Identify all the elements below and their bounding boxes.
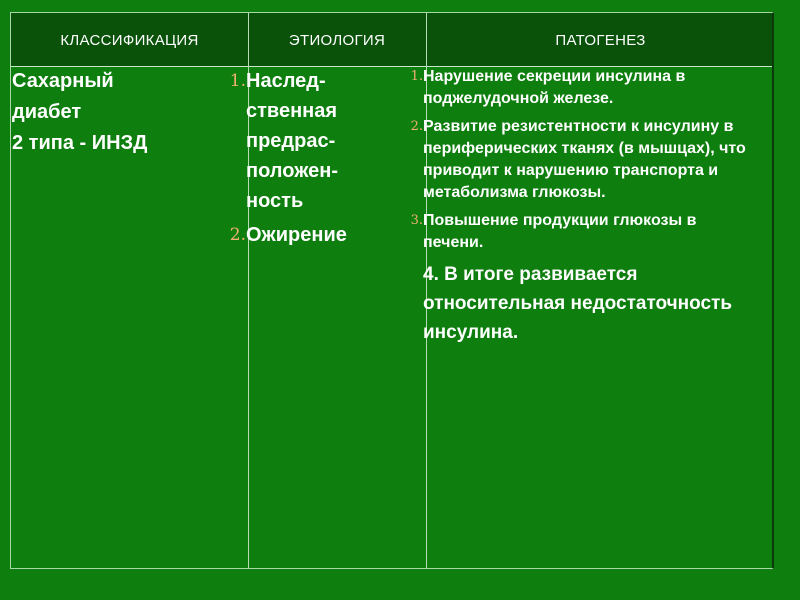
pathogenesis-item-text: Повышение продукции глюкозы в печени. <box>423 212 697 251</box>
classification-line: Сахарный <box>12 70 114 92</box>
item-number: 1. <box>229 71 246 91</box>
classification-line: диабет <box>12 101 82 123</box>
etiology-item <box>222 66 412 216</box>
pathogenesis-cell <box>403 66 758 347</box>
etiology-line: предрас- <box>246 130 336 152</box>
pathogenesis-conclusion: 4. В итоге развивается относительная недостаточность инсулина. <box>423 264 733 343</box>
header-classification: КЛАССИФИКАЦИЯ <box>60 31 199 49</box>
pathogenesis-item <box>403 66 758 110</box>
etiology-line: Ожирение <box>246 224 347 246</box>
pathogenesis-item-text: Развитие резистентности к инсулину в периферических тканях (в мышцах), что приводит к нарушению транспорта и метаболизма глюкозы. <box>423 118 746 201</box>
pathogenesis-item-text: Нарушение секреции инсулина в поджелудочной железе. <box>423 68 686 107</box>
table-header-row <box>11 13 772 67</box>
pathogenesis-item <box>403 210 758 254</box>
etiology-line: положен- <box>246 160 338 182</box>
etiology-line: Наслед- <box>246 70 326 92</box>
header-pathogenesis: ПАТОГЕНЕЗ <box>555 31 646 49</box>
etiology-item-text <box>246 220 347 250</box>
classification-line: 2 типа - ИНЗД <box>12 132 148 154</box>
item-number: 2. <box>410 119 423 134</box>
item-number: 2. <box>229 225 246 245</box>
etiology-item <box>222 220 412 250</box>
etiology-line: ственная <box>246 100 338 122</box>
etiology-cell <box>222 66 412 250</box>
etiology-item-text <box>246 66 338 216</box>
header-etiology: ЭТИОЛОГИЯ <box>288 31 386 49</box>
item-number: 3. <box>410 213 423 228</box>
classification-cell <box>12 66 232 159</box>
pathogenesis-item <box>403 116 758 204</box>
item-number: 1. <box>410 69 423 84</box>
etiology-line: ность <box>246 190 304 212</box>
